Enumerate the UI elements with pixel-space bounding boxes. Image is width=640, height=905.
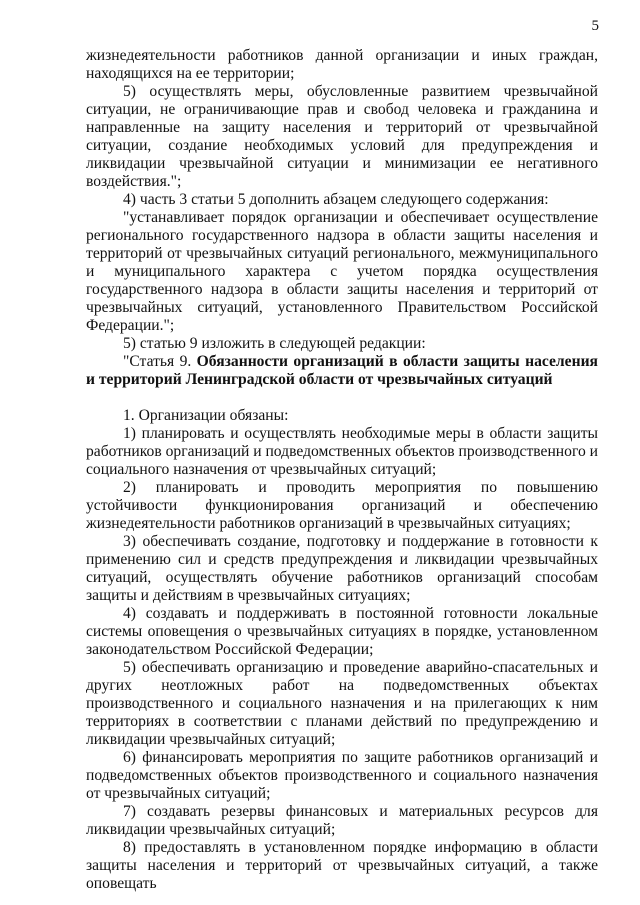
list-item: 8) предоставлять в установленном порядке информацию в области защиты населения и территорий от чрезвычайных ситуаций, а также оповещать (86, 839, 598, 892)
paragraph: жизнедеятельности работников данной организации и иных граждан, находящихся на ее территории; (86, 47, 598, 82)
list-item: 1) планировать и осуществлять необходимые меры в области защиты работников организаций и подведомственных объектов производственного и социального назначения от чрезвычайных ситуаций; (86, 425, 598, 478)
article-title: Обязанности организаций в области защиты населения и территорий Ленинградской области от чрезвычайных ситуаций (86, 353, 598, 388)
list-item: 3) обеспечивать создание, подготовку и поддержание в готовности к применению сил и средств предупреждения и ликвидации чрезвычайных ситуаций, осуществлять обучение работников организаций способам защиты и действиям в чрезвычайных ситуациях; (86, 533, 598, 604)
paragraph: 5) статью 9 изложить в следующей редакции: (123, 335, 426, 352)
list-item: 1. Организации обязаны: (123, 407, 289, 424)
article-prefix: "Статья 9. (123, 353, 192, 370)
paragraph: 5) осуществлять меры, обусловленные развитием чрезвычайной ситуации, не ограничивающие прав и свобод человека и гражданина и направленные на защиту населения и территорий от чрезвычайной ситуации, создание необходимых условий для предупреждения и ликвидации чрезвычайной ситуации и минимизации ее негативного воздействия."; (86, 83, 598, 190)
list-item: 6) финансировать мероприятия по защите работников организаций и подведомственных объектов производственного и социального назначения от чрезвычайных ситуаций; (86, 749, 598, 802)
document-body (86, 47, 598, 893)
list-item: 2) планировать и проводить мероприятия по повышению устойчивости функционирования организаций и обеспечению жизнедеятельности работников организаций в чрезвычайных ситуациях; (86, 479, 598, 532)
paragraph: 4) часть 3 статьи 5 дополнить абзацем следующего содержания: (123, 191, 549, 208)
list-item: 7) создавать резервы финансовых и материальных ресурсов для ликвидации чрезвычайных ситуаций; (86, 803, 598, 838)
page-number: 5 (591, 18, 599, 34)
paragraph: "устанавливает порядок организации и обеспечивает осуществление регионального государственного надзора в области защиты населения и территорий от чрезвычайных ситуаций регионального, межмуниципального и муниципального характера с учетом порядка осуществления государственного надзора в области защиты населения и территорий от чрезвычайных ситуаций, установленного Правительством Российской Федерации."; (86, 209, 598, 334)
list-item: 4) создавать и поддерживать в постоянной готовности локальные системы оповещения о чрезвычайных ситуациях в порядке, установленном законодательством Российской Федерации; (86, 605, 598, 658)
list-item: 5) обеспечивать организацию и проведение аварийно-спасательных и других неотложных работ на подведомственных объектах производственного и социального назначения и на прилегающих к ним территориях в соответствии с планами действий по предупреждению и ликвидации чрезвычайных ситуаций; (86, 659, 598, 748)
article-heading (86, 353, 598, 389)
